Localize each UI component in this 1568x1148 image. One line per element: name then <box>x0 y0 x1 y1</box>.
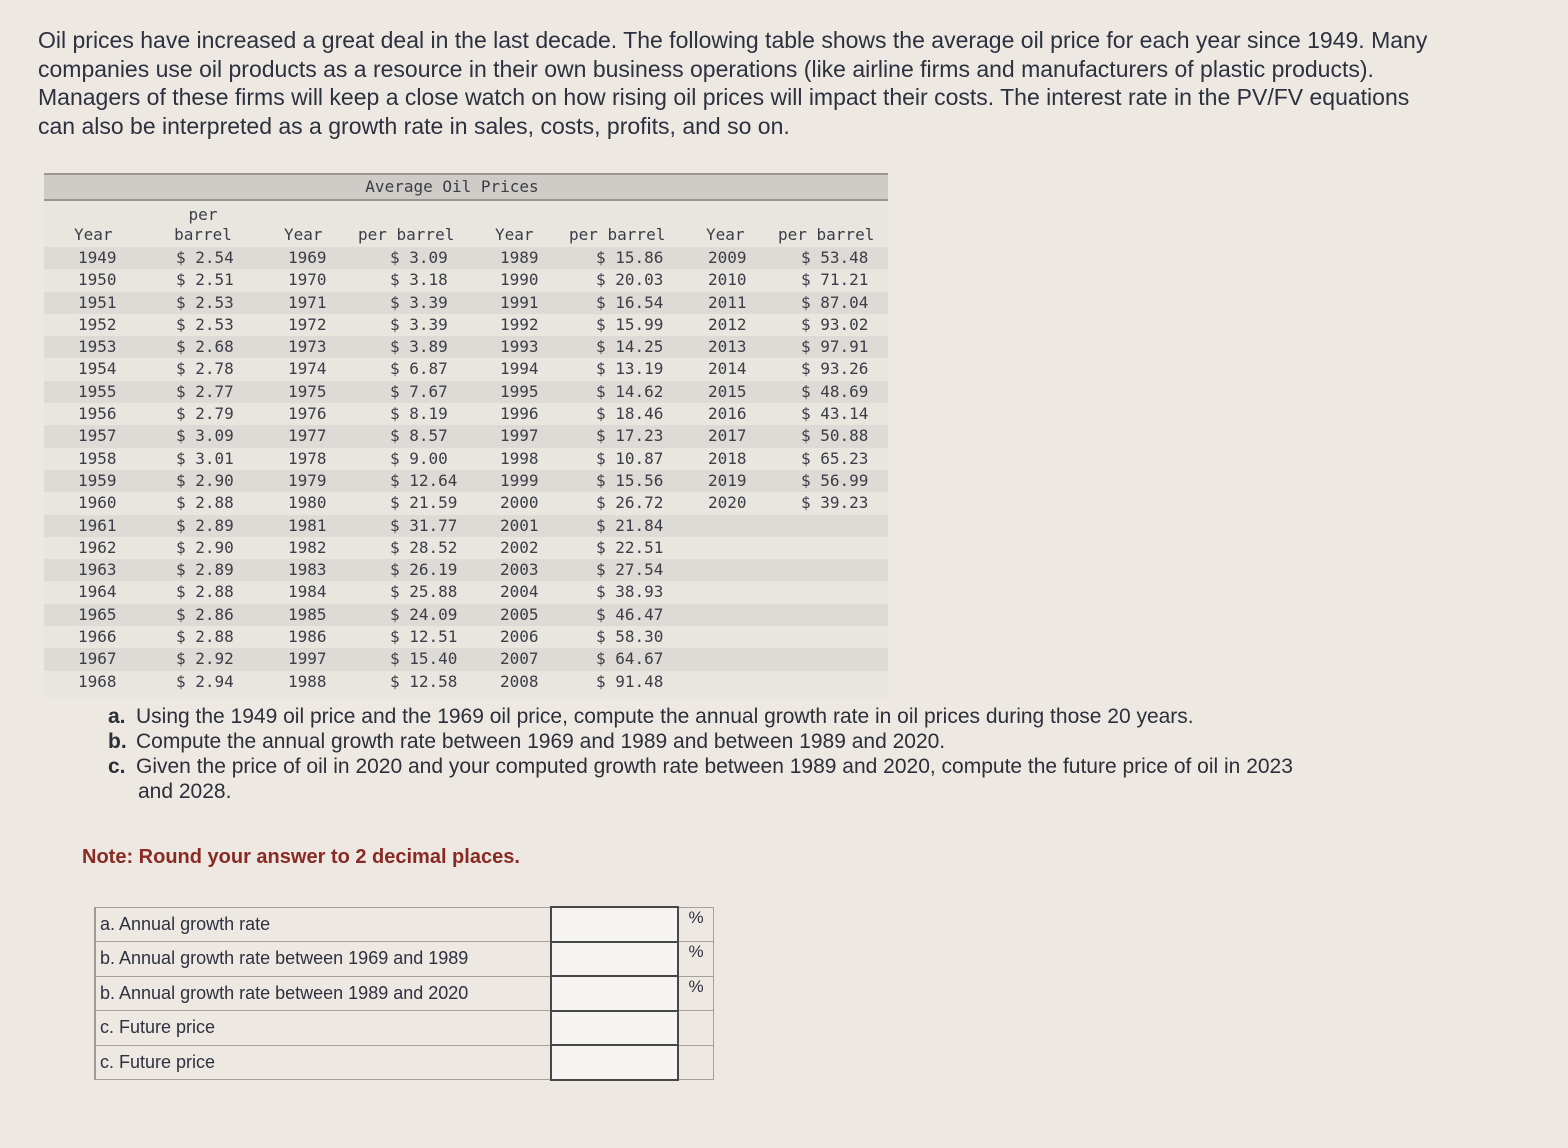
answer-row <box>95 1011 714 1046</box>
price-cell: $ 15.86 <box>596 248 664 267</box>
price-cell: $ 64.67 <box>596 649 664 669</box>
percent-unit: % <box>678 942 713 977</box>
year-cell: 1972 <box>288 314 327 334</box>
price-cell: $ 93.02 <box>801 314 869 334</box>
year-cell: 1984 <box>288 582 327 602</box>
table-row <box>44 671 888 693</box>
year-cell: 1985 <box>288 604 327 624</box>
table-row <box>44 448 888 470</box>
table-row <box>44 492 888 514</box>
question-a: a. Using the 1949 oil price and the 1969 oil price, compute the annual growth rate in oil prices during those 20 years. <box>108 705 1194 728</box>
year-cell: 1961 <box>78 515 117 535</box>
table-row <box>44 470 888 492</box>
year-cell: 1997 <box>500 426 539 446</box>
answer-input-cell[interactable] <box>551 976 678 1011</box>
price-cell: $ 48.69 <box>801 381 869 401</box>
price-cell: $ 38.93 <box>596 582 664 602</box>
year-cell: 1979 <box>288 470 327 490</box>
price-cell: $ 91.48 <box>596 671 664 691</box>
price-cell: $ 26.72 <box>596 493 664 513</box>
answer-label: a. Annual growth rate <box>95 907 551 942</box>
year-cell: 1998 <box>500 448 539 468</box>
average-oil-prices-table <box>44 173 888 698</box>
table-row <box>44 358 888 380</box>
year-cell: 2016 <box>708 404 747 424</box>
year-cell: 1969 <box>288 248 327 267</box>
year-cell: 1962 <box>78 537 117 557</box>
growth-rate-1969-1989-input[interactable] <box>552 943 677 976</box>
year-cell: 1995 <box>500 381 539 401</box>
price-cell: $ 18.46 <box>596 404 664 424</box>
year-cell: 2002 <box>500 537 539 557</box>
percent-unit: % <box>678 907 713 942</box>
price-cell: $ 2.89 <box>176 560 234 580</box>
growth-rate-1989-2020-input[interactable] <box>552 977 677 1010</box>
price-cell: $ 12.58 <box>390 671 458 691</box>
answer-row <box>95 976 714 1011</box>
table-row <box>44 604 888 626</box>
price-cell: $ 28.52 <box>390 537 458 557</box>
price-cell: $ 97.91 <box>801 337 869 357</box>
answer-row <box>95 942 714 977</box>
year-cell: 1976 <box>288 404 327 424</box>
year-cell: 2017 <box>708 426 747 446</box>
year-cell: 1970 <box>288 270 327 290</box>
year-cell: 1993 <box>500 337 539 357</box>
price-cell: $ 31.77 <box>390 515 458 535</box>
price-cell: $ 12.51 <box>390 627 458 647</box>
price-cell: $ 2.54 <box>176 248 234 267</box>
year-cell: 2006 <box>500 627 539 647</box>
year-cell: 1966 <box>78 627 117 647</box>
answer-input-cell[interactable] <box>551 1011 678 1046</box>
price-cell: $ 15.56 <box>596 470 664 490</box>
year-cell: 1964 <box>78 582 117 602</box>
price-cell: $ 27.54 <box>596 560 664 580</box>
price-header: per barrel <box>358 225 455 244</box>
table-row <box>44 515 888 537</box>
price-cell: $ 87.04 <box>801 292 869 312</box>
price-cell: $ 6.87 <box>390 359 448 379</box>
answer-label: b. Annual growth rate between 1989 and 2020 <box>95 976 551 1011</box>
year-cell: 1973 <box>288 337 327 357</box>
price-cell: $ 2.88 <box>176 627 234 647</box>
price-cell: $ 21.59 <box>390 493 458 513</box>
year-cell: 1982 <box>288 537 327 557</box>
year-cell: 1968 <box>78 671 117 691</box>
answer-input-cell[interactable] <box>551 942 678 977</box>
price-cell: $ 21.84 <box>596 515 664 535</box>
year-cell: 1980 <box>288 493 327 513</box>
price-cell: $ 3.09 <box>176 426 234 446</box>
percent-unit: % <box>678 976 713 1011</box>
year-cell: 1983 <box>288 560 327 580</box>
year-cell: 1978 <box>288 448 327 468</box>
price-cell: $ 9.00 <box>390 448 448 468</box>
price-cell: $ 3.18 <box>390 270 448 290</box>
price-cell: $ 2.90 <box>176 537 234 557</box>
price-cell: $ 7.67 <box>390 381 448 401</box>
future-price-2023-input[interactable] <box>552 1012 677 1045</box>
price-cell: $ 14.62 <box>596 381 664 401</box>
price-cell: $ 13.19 <box>596 359 664 379</box>
table-row <box>44 403 888 425</box>
rounding-note: Note: Round your answer to 2 decimal places. <box>82 846 520 868</box>
year-cell: 1955 <box>78 381 117 401</box>
answer-label: c. Future price <box>95 1011 551 1046</box>
price-cell: $ 24.09 <box>390 604 458 624</box>
year-cell: 2008 <box>500 671 539 691</box>
price-cell: $ 3.09 <box>390 248 448 267</box>
year-cell: 1949 <box>78 248 117 267</box>
price-cell: $ 3.89 <box>390 337 448 357</box>
answer-table <box>94 906 714 1081</box>
year-cell: 1957 <box>78 426 117 446</box>
year-cell: 1974 <box>288 359 327 379</box>
answer-input-cell[interactable] <box>551 1045 678 1080</box>
year-cell: 1958 <box>78 448 117 468</box>
price-cell: $ 43.14 <box>801 404 869 424</box>
price-cell: $ 71.21 <box>801 270 869 290</box>
price-cell: $ 2.53 <box>176 292 234 312</box>
price-header: per barrel <box>569 225 666 244</box>
year-cell: 2020 <box>708 493 747 513</box>
year-cell: 1950 <box>78 270 117 290</box>
price-cell: $ 12.64 <box>390 470 458 490</box>
year-cell: 1991 <box>500 292 539 312</box>
unit-cell <box>678 1045 713 1080</box>
year-cell: 1967 <box>78 649 117 669</box>
year-cell: 1981 <box>288 515 327 535</box>
table-row <box>44 269 888 291</box>
year-cell: 1956 <box>78 404 117 424</box>
table-row <box>44 648 888 670</box>
year-cell: 1960 <box>78 493 117 513</box>
year-cell: 1965 <box>78 604 117 624</box>
year-cell: 2018 <box>708 448 747 468</box>
price-cell: $ 3.39 <box>390 314 448 334</box>
question-c-continued: and 2028. <box>138 780 232 803</box>
price-cell: $ 2.51 <box>176 270 234 290</box>
year-cell: 1951 <box>78 292 117 312</box>
table-row <box>44 537 888 559</box>
year-cell: 2014 <box>708 359 747 379</box>
year-cell: 2012 <box>708 314 747 334</box>
year-cell: 1954 <box>78 359 117 379</box>
year-cell: 2011 <box>708 292 747 312</box>
answer-row <box>95 907 714 942</box>
growth-rate-1949-1969-input[interactable] <box>552 908 677 941</box>
year-cell: 2019 <box>708 470 747 490</box>
year-cell: 2004 <box>500 582 539 602</box>
year-cell: 1986 <box>288 627 327 647</box>
price-cell: $ 2.79 <box>176 404 234 424</box>
price-cell: $ 2.94 <box>176 671 234 691</box>
price-cell: $ 2.88 <box>176 493 234 513</box>
answer-label: c. Future price <box>95 1045 551 1080</box>
price-cell: $ 2.88 <box>176 582 234 602</box>
year-cell: 1996 <box>500 404 539 424</box>
table-row <box>44 292 888 314</box>
year-cell: 2009 <box>708 248 747 267</box>
price-cell: $ 3.39 <box>390 292 448 312</box>
price-cell: $ 25.88 <box>390 582 458 602</box>
table-row <box>44 247 888 269</box>
price-header: per barrel <box>778 225 875 244</box>
price-cell: $ 50.88 <box>801 426 869 446</box>
question-b: b. Compute the annual growth rate between 1969 and 1989 and between 1989 and 2020. <box>108 730 946 753</box>
table-row <box>44 581 888 603</box>
year-cell: 1959 <box>78 470 117 490</box>
table-row <box>44 336 888 358</box>
price-cell: $ 15.99 <box>596 314 664 334</box>
price-cell: $ 2.92 <box>176 649 234 669</box>
year-header: Year <box>284 225 323 244</box>
year-cell: 1975 <box>288 381 327 401</box>
price-cell: $ 8.57 <box>390 426 448 446</box>
year-cell: 1952 <box>78 314 117 334</box>
year-cell: 2007 <box>500 649 539 669</box>
price-cell: $ 16.54 <box>596 292 664 312</box>
price-cell: $ 10.87 <box>596 448 664 468</box>
table-title: Average Oil Prices <box>44 173 888 201</box>
unit-cell <box>678 1011 713 1046</box>
year-cell: 1994 <box>500 359 539 379</box>
price-cell: $ 2.86 <box>176 604 234 624</box>
problem-intro: Oil prices have increased a great deal in the last decade. The following table shows the average oil price for each year since 1949. Many companies use oil products as a resource in their own business operations (like airline firms and manufacturers of plastic products). Managers of these firms will keep a close watch on how rising oil prices will impact their costs. The interest rate in the PV/FV equations can also be interpreted as a growth rate in sales, costs, profits, and so on. <box>38 27 1428 139</box>
year-cell: 1999 <box>500 470 539 490</box>
year-cell: 2000 <box>500 493 539 513</box>
price-cell: $ 46.47 <box>596 604 664 624</box>
year-cell: 1971 <box>288 292 327 312</box>
year-header: Year <box>74 225 113 244</box>
table-row <box>44 425 888 447</box>
year-cell: 2013 <box>708 337 747 357</box>
table-row <box>44 559 888 581</box>
year-cell: 1990 <box>500 270 539 290</box>
year-cell: 2010 <box>708 270 747 290</box>
price-cell: $ 56.99 <box>801 470 869 490</box>
price-cell: $ 93.26 <box>801 359 869 379</box>
price-cell: $ 14.25 <box>596 337 664 357</box>
price-cell: $ 8.19 <box>390 404 448 424</box>
year-cell: 2015 <box>708 381 747 401</box>
price-cell: $ 3.01 <box>176 448 234 468</box>
price-cell: $ 2.78 <box>176 359 234 379</box>
price-cell: $ 26.19 <box>390 560 458 580</box>
price-cell: $ 2.77 <box>176 381 234 401</box>
table-row <box>44 314 888 336</box>
year-cell: 2001 <box>500 515 539 535</box>
future-price-2028-input[interactable] <box>552 1046 677 1079</box>
price-cell: $ 2.90 <box>176 470 234 490</box>
year-cell: 1997 <box>288 649 327 669</box>
answer-label: b. Annual growth rate between 1969 and 1989 <box>95 942 551 977</box>
year-header: Year <box>706 225 745 244</box>
year-cell: 2003 <box>500 560 539 580</box>
price-cell: $ 2.53 <box>176 314 234 334</box>
year-cell: 1963 <box>78 560 117 580</box>
year-cell: 2005 <box>500 604 539 624</box>
price-cell: $ 15.40 <box>390 649 458 669</box>
price-cell: $ 39.23 <box>801 493 869 513</box>
price-cell: $ 65.23 <box>801 448 869 468</box>
year-cell: 1989 <box>500 248 539 267</box>
table-body <box>44 247 888 693</box>
year-cell: 1988 <box>288 671 327 691</box>
price-cell: $ 53.48 <box>801 248 869 267</box>
table-row <box>44 381 888 403</box>
price-cell: $ 20.03 <box>596 270 664 290</box>
price-cell: $ 17.23 <box>596 426 664 446</box>
answer-input-cell[interactable] <box>551 907 678 942</box>
year-cell: 1953 <box>78 337 117 357</box>
price-header: per barrel <box>174 205 232 244</box>
year-cell: 1977 <box>288 426 327 446</box>
year-cell: 1992 <box>500 314 539 334</box>
year-header: Year <box>495 225 534 244</box>
price-cell: $ 2.68 <box>176 337 234 357</box>
price-cell: $ 58.30 <box>596 627 664 647</box>
question-list <box>108 704 1418 804</box>
question-c: c. Given the price of oil in 2020 and your computed growth rate between 1989 and 2020, compute the future price of oil in 2023 <box>108 755 1293 778</box>
price-cell: $ 2.89 <box>176 515 234 535</box>
answer-row <box>95 1045 714 1080</box>
table-row <box>44 626 888 648</box>
price-cell: $ 22.51 <box>596 537 664 557</box>
